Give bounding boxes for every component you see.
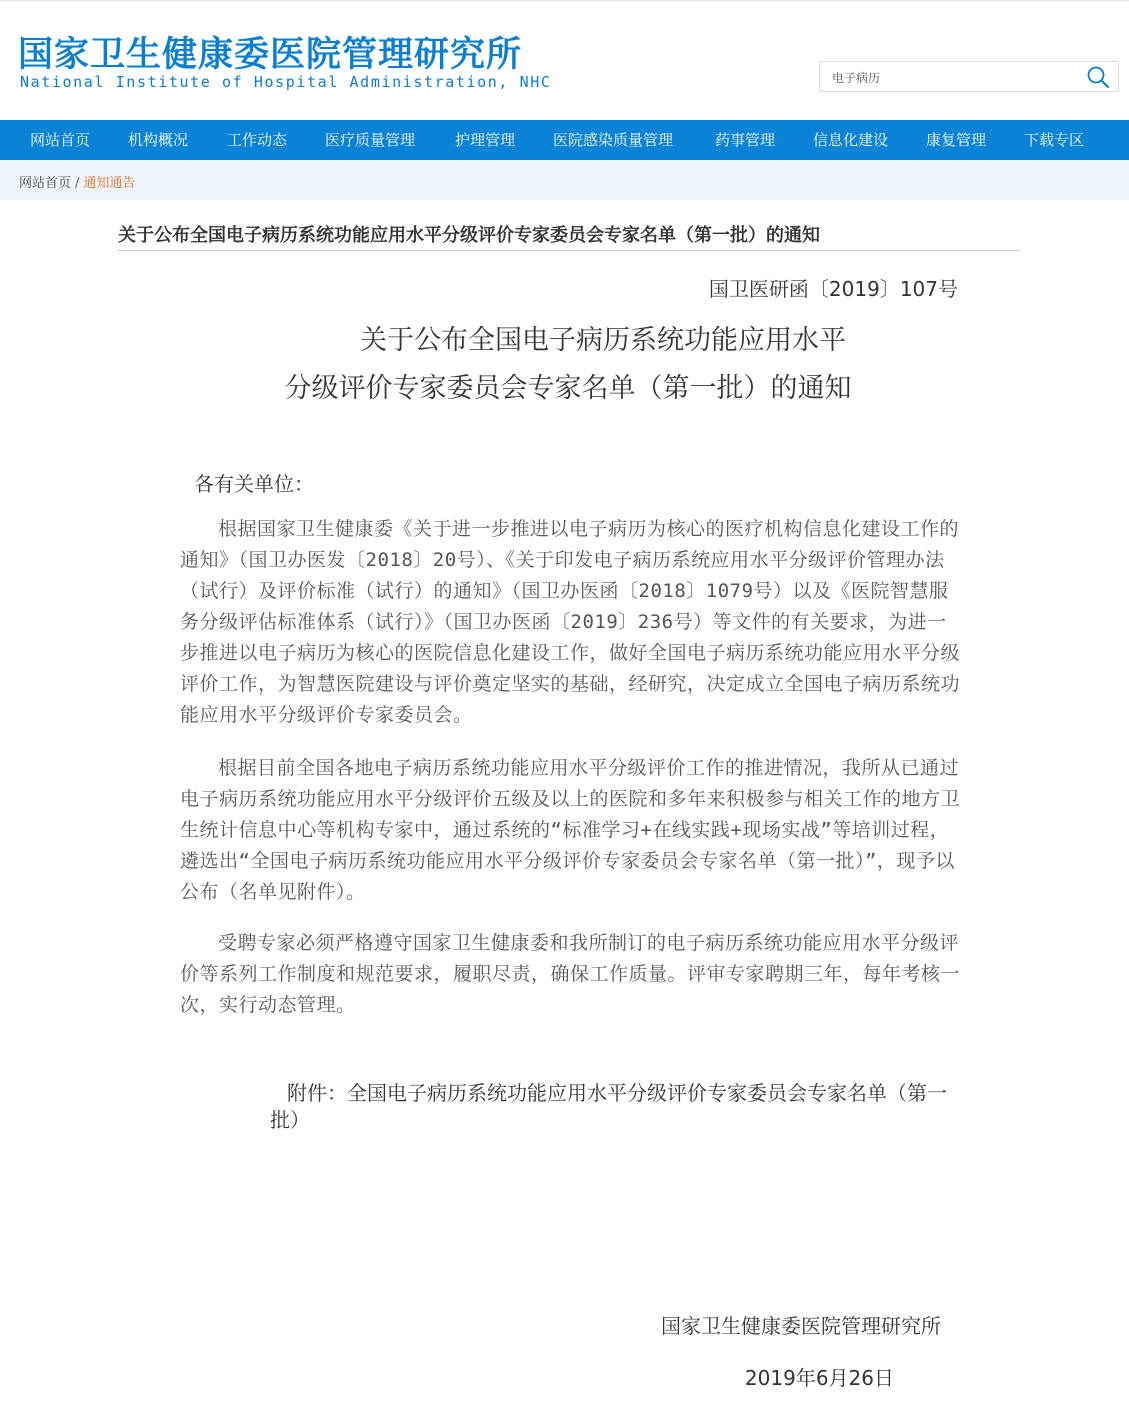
nav-item-download[interactable]: 下载专区 xyxy=(1024,131,1085,149)
doc-title-line2: 分级评价专家委员会专家名单（第一批）的通知 xyxy=(284,373,852,404)
breadcrumb-current[interactable]: 通知通告 xyxy=(83,176,136,191)
search-box xyxy=(819,61,1119,92)
nav-item-pharmacy[interactable]: 药事管理 xyxy=(715,131,776,149)
site-logo-subtitle[interactable]: National Institute of Hospital Administration, NHC xyxy=(20,73,552,91)
doc-number: 国卫医研函〔2019〕107号 xyxy=(708,277,958,301)
nav-item-home[interactable]: 网站首页 xyxy=(30,131,91,149)
article-title: 关于公布全国电子病历系统功能应用水平分级评价专家委员会专家名单（第一批）的通知 xyxy=(118,225,820,246)
nav-item-it[interactable]: 信息化建设 xyxy=(813,131,889,149)
nav-item-rehab[interactable]: 康复管理 xyxy=(926,131,987,149)
breadcrumb-bar xyxy=(0,160,1129,200)
article-container xyxy=(19,200,1117,1416)
breadcrumb-home[interactable]: 网站首页 xyxy=(19,176,72,191)
nav-item-quality[interactable]: 医疗质量管理 xyxy=(325,131,416,149)
nav-item-nursing[interactable]: 护理管理 xyxy=(455,131,516,149)
signature-date: 2019年6月26日 xyxy=(744,1366,894,1390)
doc-title-line1: 关于公布全国电子病历系统功能应用水平 xyxy=(360,325,846,356)
nav-item-infection[interactable]: 医院感染质量管理 xyxy=(553,131,674,149)
signature-org: 国家卫生健康委医院管理研究所 xyxy=(661,1314,941,1338)
main-nav xyxy=(0,120,1129,160)
paragraph: 根据目前全国各地电子病历系统功能应用水平分级评价工作的推进情况，我所从已通过电子病历系统功能应用水平分级评价五级及以上的医院和多年来积极参与相关工作的地方卫生统计信息中心等机构专家中，通过系统的“标准学习+在线实践+现场实战”等培训过程，遴选出“全国电子病历系统功能应用水平分级评价专家委员会专家名单（第一批）”，现予以公布（名单见附件）。 xyxy=(180,757,961,903)
title-divider xyxy=(118,250,1020,251)
site-logo-title[interactable]: 国家卫生健康委医院管理研究所 xyxy=(18,35,523,75)
search-input[interactable] xyxy=(830,65,1074,89)
site-header xyxy=(0,0,1129,121)
salutation: 各有关单位： xyxy=(194,472,314,496)
breadcrumb xyxy=(19,172,135,191)
nav-item-news[interactable]: 工作动态 xyxy=(227,131,288,149)
paragraph: 根据国家卫生健康委《关于进一步推进以电子病历为核心的医疗机构信息化建设工作的通知》（国卫办医发〔2018〕20号）、《关于印发电子病历系统应用水平分级评价管理办法（试行）及评价标准（试行）的通知》（国卫办医函〔2018〕1079号）以及《医院智慧服务分级评估标准体系（试行）》（国卫办医函〔2019〕236号）等文件的有关要求，为进一步推进以电子病历为核心的医院信息化建设工作，做好全国电子病历系统功能应用水平分级评价工作，为智慧医院建设与评价奠定坚实的基础，经研究，决定成立全国电子病历系统功能应用水平分级评价专家委员会。 xyxy=(180,518,961,726)
breadcrumb-separator: / xyxy=(75,176,80,191)
nav-item-about[interactable]: 机构概况 xyxy=(128,131,189,149)
search-icon[interactable] xyxy=(1086,65,1110,89)
paragraph: 受聘专家必须严格遵守国家卫生健康委和我所制订的电子病历系统功能应用水平分级评价等系列工作制度和规范要求，履职尽责，确保工作质量。评审专家聘期三年，每年考核一次，实行动态管理。 xyxy=(180,932,961,1016)
attachment-link[interactable]: 附件：全国电子病历系统功能应用水平分级评价专家委员会专家名单（第一批） xyxy=(270,1081,947,1132)
